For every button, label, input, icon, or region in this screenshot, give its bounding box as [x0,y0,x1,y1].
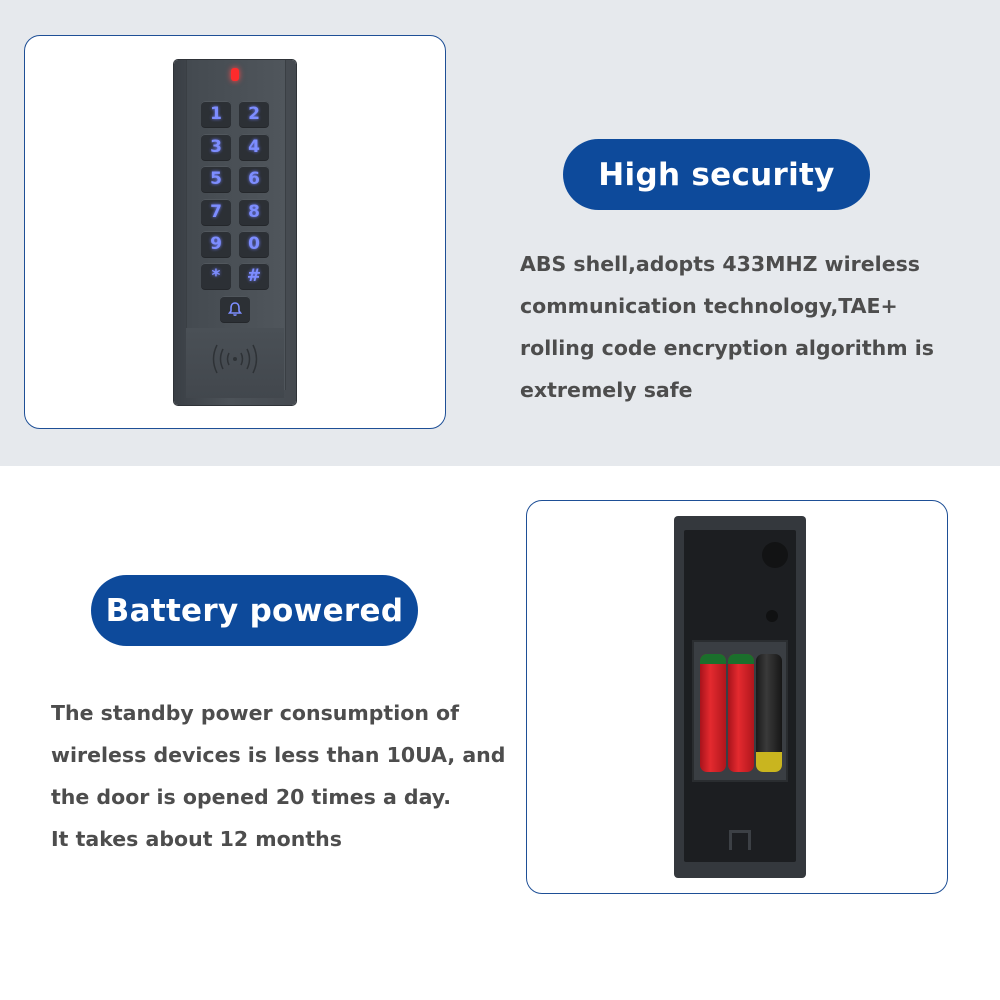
latch-clip [729,830,751,850]
wireless-keypad-image [174,60,296,405]
key-3: 3 [201,134,231,160]
red-led-indicator [231,68,239,81]
key-0: 0 [239,231,269,257]
description-line: The standby power consumption of [51,701,460,725]
battery-powered-badge: Battery powered [91,575,418,646]
screw-hole [766,610,778,622]
key-star: * [201,263,231,289]
high-security-description [520,243,934,411]
mount-knob [762,542,788,568]
aaa-battery-2 [728,654,754,772]
description-line: the door is opened 20 times a day. [51,785,452,809]
doorbell-key [220,296,250,322]
battery-description [51,692,505,860]
description-line: rolling code encryption algorithm is [520,336,934,360]
key-hash: # [239,263,269,289]
key-5: 5 [201,166,231,192]
key-6: 6 [239,166,269,192]
description-line: wireless devices is less than 10UA, and [51,743,506,767]
description-line: communication technology,TAE+ [520,294,898,318]
key-4: 4 [239,134,269,160]
key-2: 2 [239,101,269,127]
key-9: 9 [201,231,231,257]
rfid-reader-area [186,328,284,398]
description-line: extremely safe [520,378,693,402]
high-security-badge: High security [563,139,870,210]
battery-compartment-image [674,516,806,878]
aaa-battery-1 [700,654,726,772]
description-line: It takes about 12 months [51,827,342,851]
description-line: ABS shell,adopts 433MHZ wireless [520,252,921,276]
device-back-cavity [684,530,796,862]
rfid-wave-icon [201,342,269,376]
aaa-battery-3 [756,654,782,772]
bell-icon [227,301,243,317]
key-8: 8 [239,199,269,225]
battery-holder [692,640,788,782]
key-7: 7 [201,199,231,225]
key-1: 1 [201,101,231,127]
